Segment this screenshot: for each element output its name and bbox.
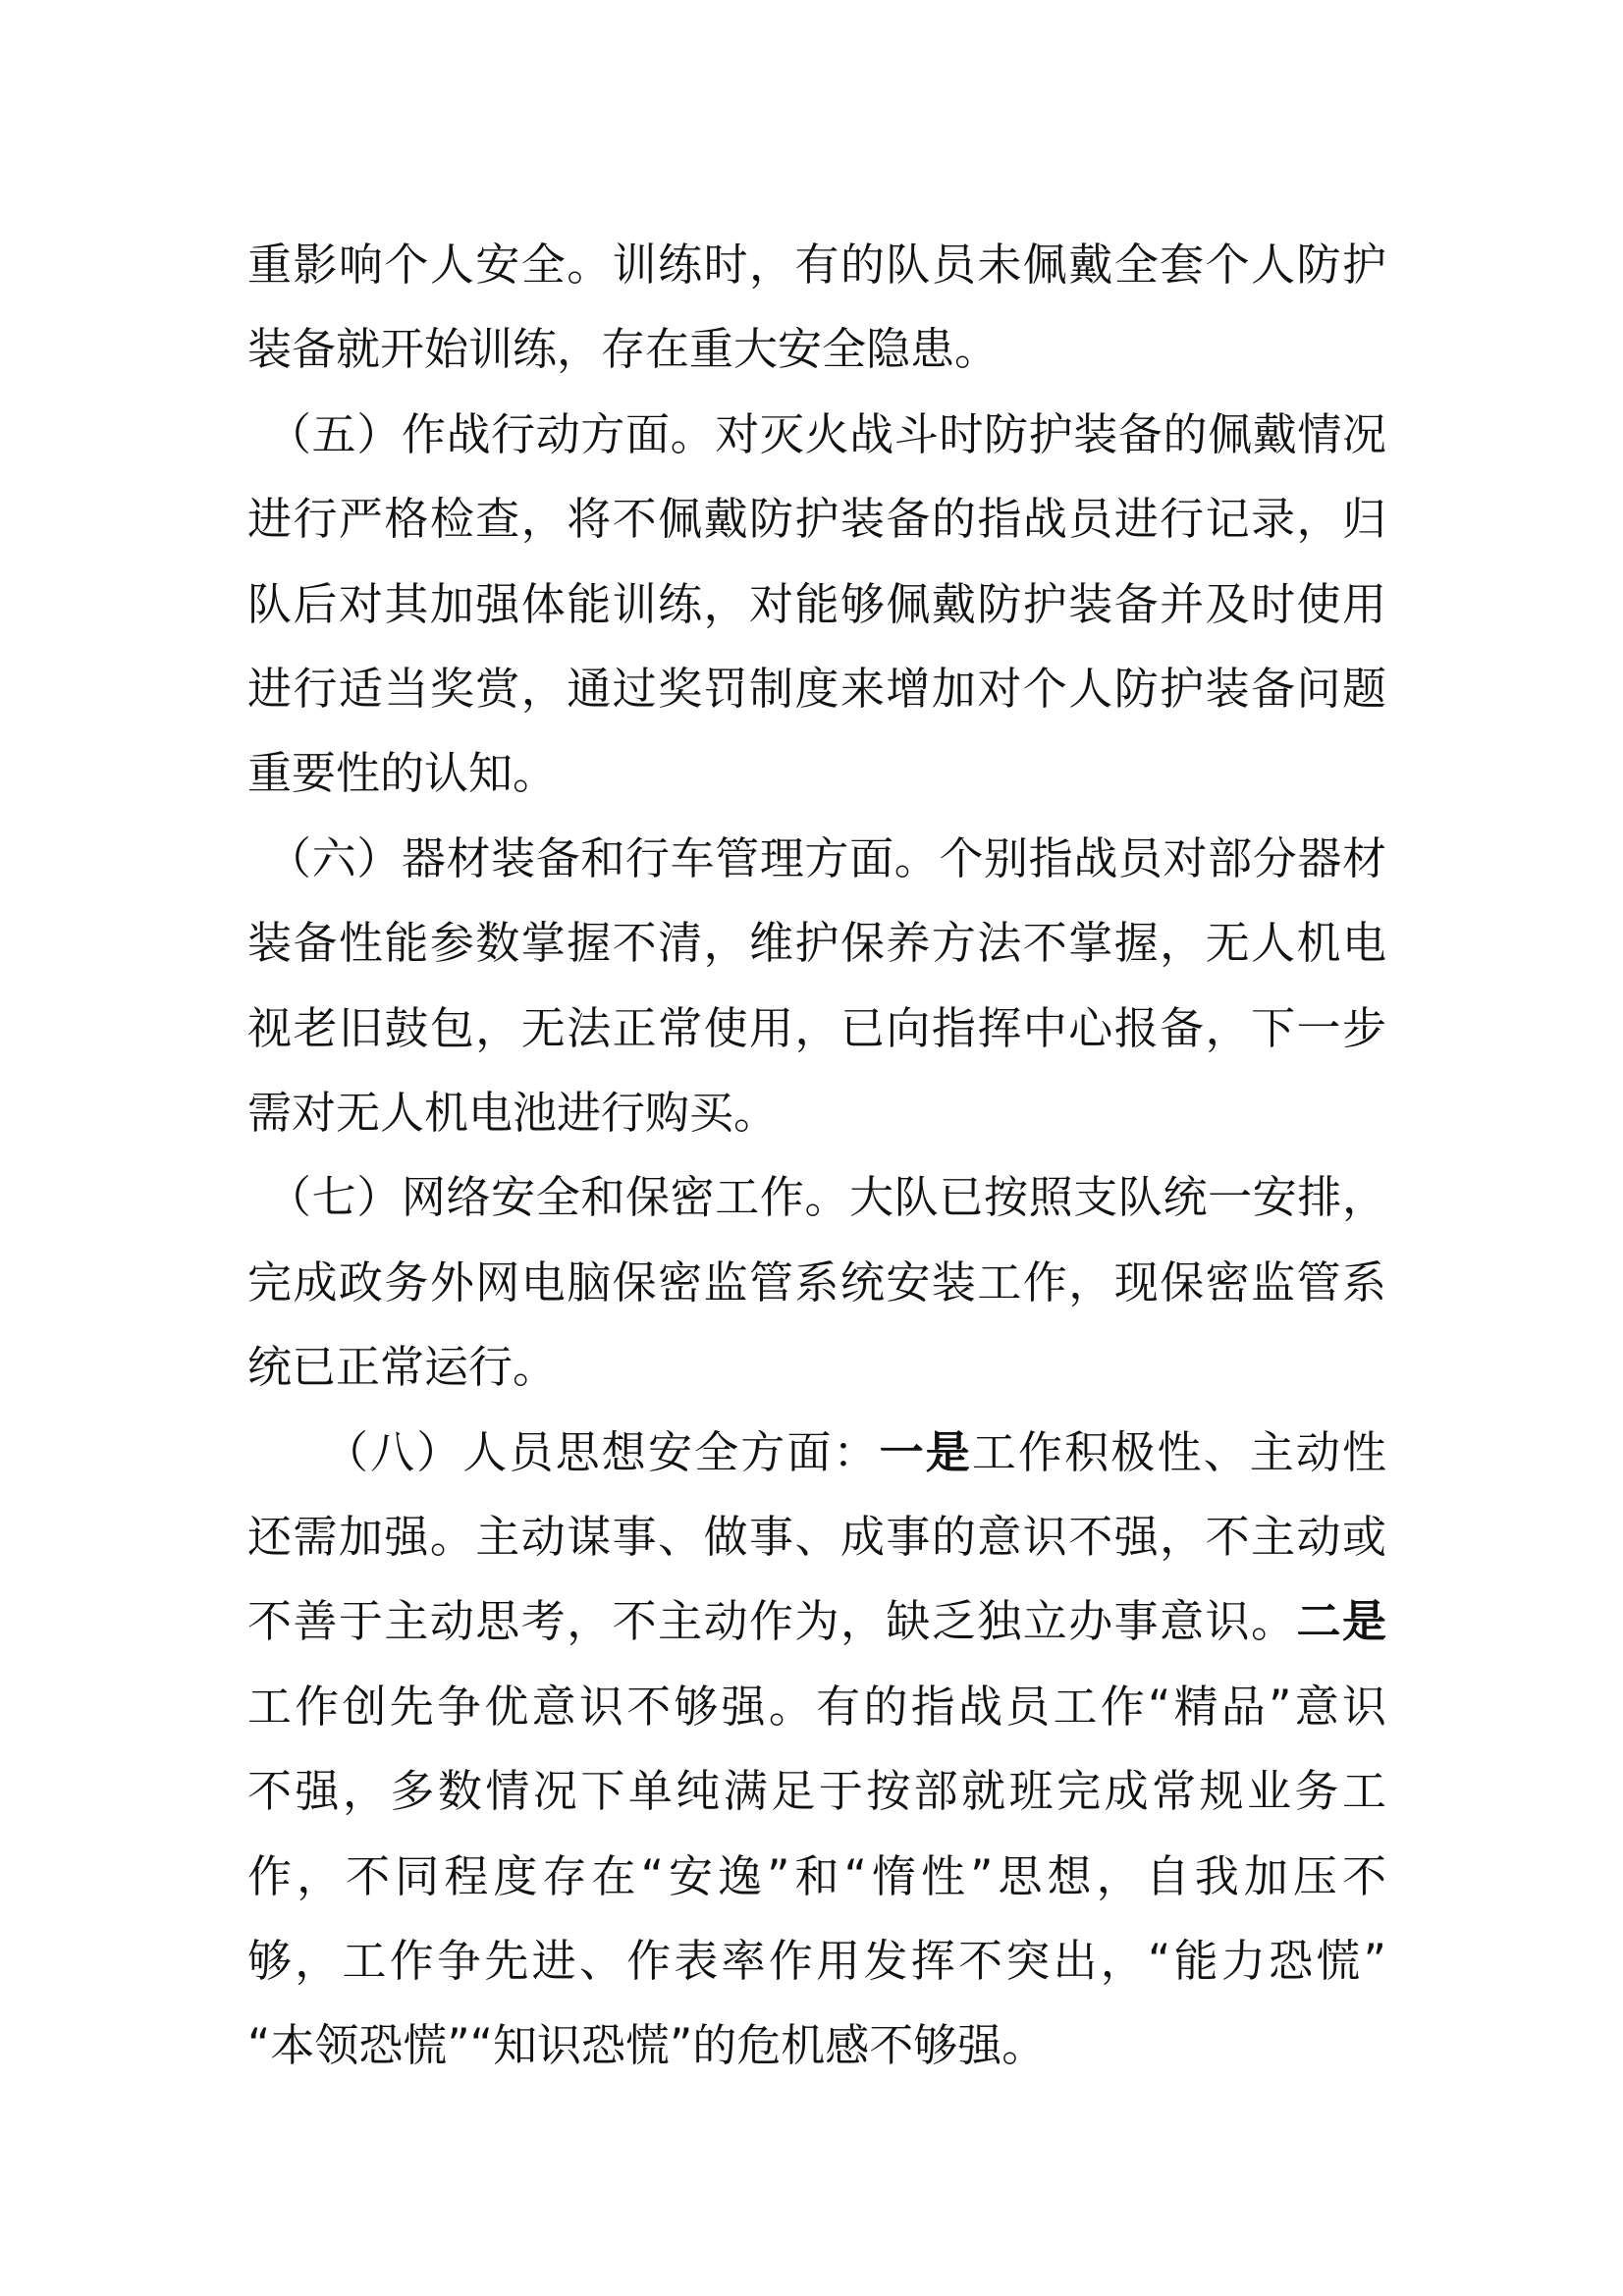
text-segment: （五）作战行动方面。对灭火战斗时防护装备的佩戴情况: [267, 407, 1386, 460]
text-line: [247, 1071, 1386, 1155]
text-segment: 不强，多数情况下单纯满足于按部就班完成常规业务工: [247, 1765, 1386, 1818]
text-line: [247, 1241, 1386, 1325]
text-segment: 需对无人机电池进行购买。: [247, 1087, 779, 1139]
text-segment: 视老旧鼓包，无法正常使用，已向指挥中心报备，下一步: [247, 1001, 1386, 1054]
text-segment: 进行适当奖赏，通过奖罚制度来增加对个人防护装备问题: [247, 663, 1386, 715]
text-line: [247, 1665, 1386, 1749]
text-line: [247, 307, 1386, 392]
text-segment: 完成政务外网电脑保密监管系统安装工作，现保密监管系: [247, 1255, 1386, 1308]
text-line: [247, 477, 1386, 561]
text-line: [247, 731, 1386, 816]
text-line: [247, 647, 1386, 731]
text-segment: 还需加强。主动谋事、做事、成事的意识不强，不主动或: [247, 1511, 1386, 1563]
text-line: [247, 901, 1386, 986]
text-line: [247, 1155, 1386, 1240]
text-segment: 重影响个人安全。训练时，有的队员未佩戴全套个人防护: [247, 239, 1386, 291]
text-line: [247, 817, 1386, 901]
text-line: [247, 1411, 1386, 1495]
text-segment: 工作创先争优意识不够强。有的指战员工作“精品”意识: [247, 1680, 1386, 1733]
text-segment: 队后对其加强体能训练，对能够佩戴防护装备并及时使用: [247, 577, 1386, 630]
bold-text: 二是: [1296, 1595, 1386, 1648]
text-segment: 够，工作争先进、作表率作用发挥不突出，“能力恐慌”: [247, 1935, 1386, 1987]
text-segment: “本领恐慌”“知识恐慌”的危机感不够强。: [247, 2019, 1047, 2072]
text-line: [247, 1835, 1386, 1919]
text-line: [247, 562, 1386, 647]
text-segment: 工作积极性、主动性: [971, 1425, 1386, 1478]
text-line: [247, 2003, 1386, 2088]
text-line: [247, 987, 1386, 1071]
text-segment: （七）网络安全和保密工作。大队已按照支队统一安排，: [267, 1171, 1386, 1224]
text-line: [247, 1495, 1386, 1579]
text-segment: 重要性的认知。: [247, 747, 558, 800]
text-segment: 不善于主动思考，不主动作为，缺乏独立办事意识。: [247, 1595, 1297, 1648]
text-line: [247, 1919, 1386, 2003]
text-segment: （八）人员思想安全方面：: [324, 1425, 880, 1478]
text-segment: （六）器材装备和行车管理方面。个别指战员对部分器材: [267, 831, 1386, 884]
text-line: [247, 223, 1386, 307]
text-line: [247, 1749, 1386, 1834]
text-segment: 装备就开始训练，存在重大安全隐患。: [247, 323, 1000, 376]
bold-text: 一是: [879, 1425, 972, 1478]
text-line: [247, 1325, 1386, 1410]
text-segment: 进行严格检查，将不佩戴防护装备的指战员进行记录，归: [247, 493, 1386, 546]
text-line: [247, 1579, 1386, 1664]
text-segment: 统已正常运行。: [247, 1341, 558, 1394]
text-segment: 装备性能参数掌握不清，维护保养方法不掌握，无人机电: [247, 917, 1386, 970]
text-line: [247, 393, 1386, 477]
text-segment: 作，不同程度存在“安逸”和“惰性”思想，自我加压不: [247, 1849, 1386, 1902]
